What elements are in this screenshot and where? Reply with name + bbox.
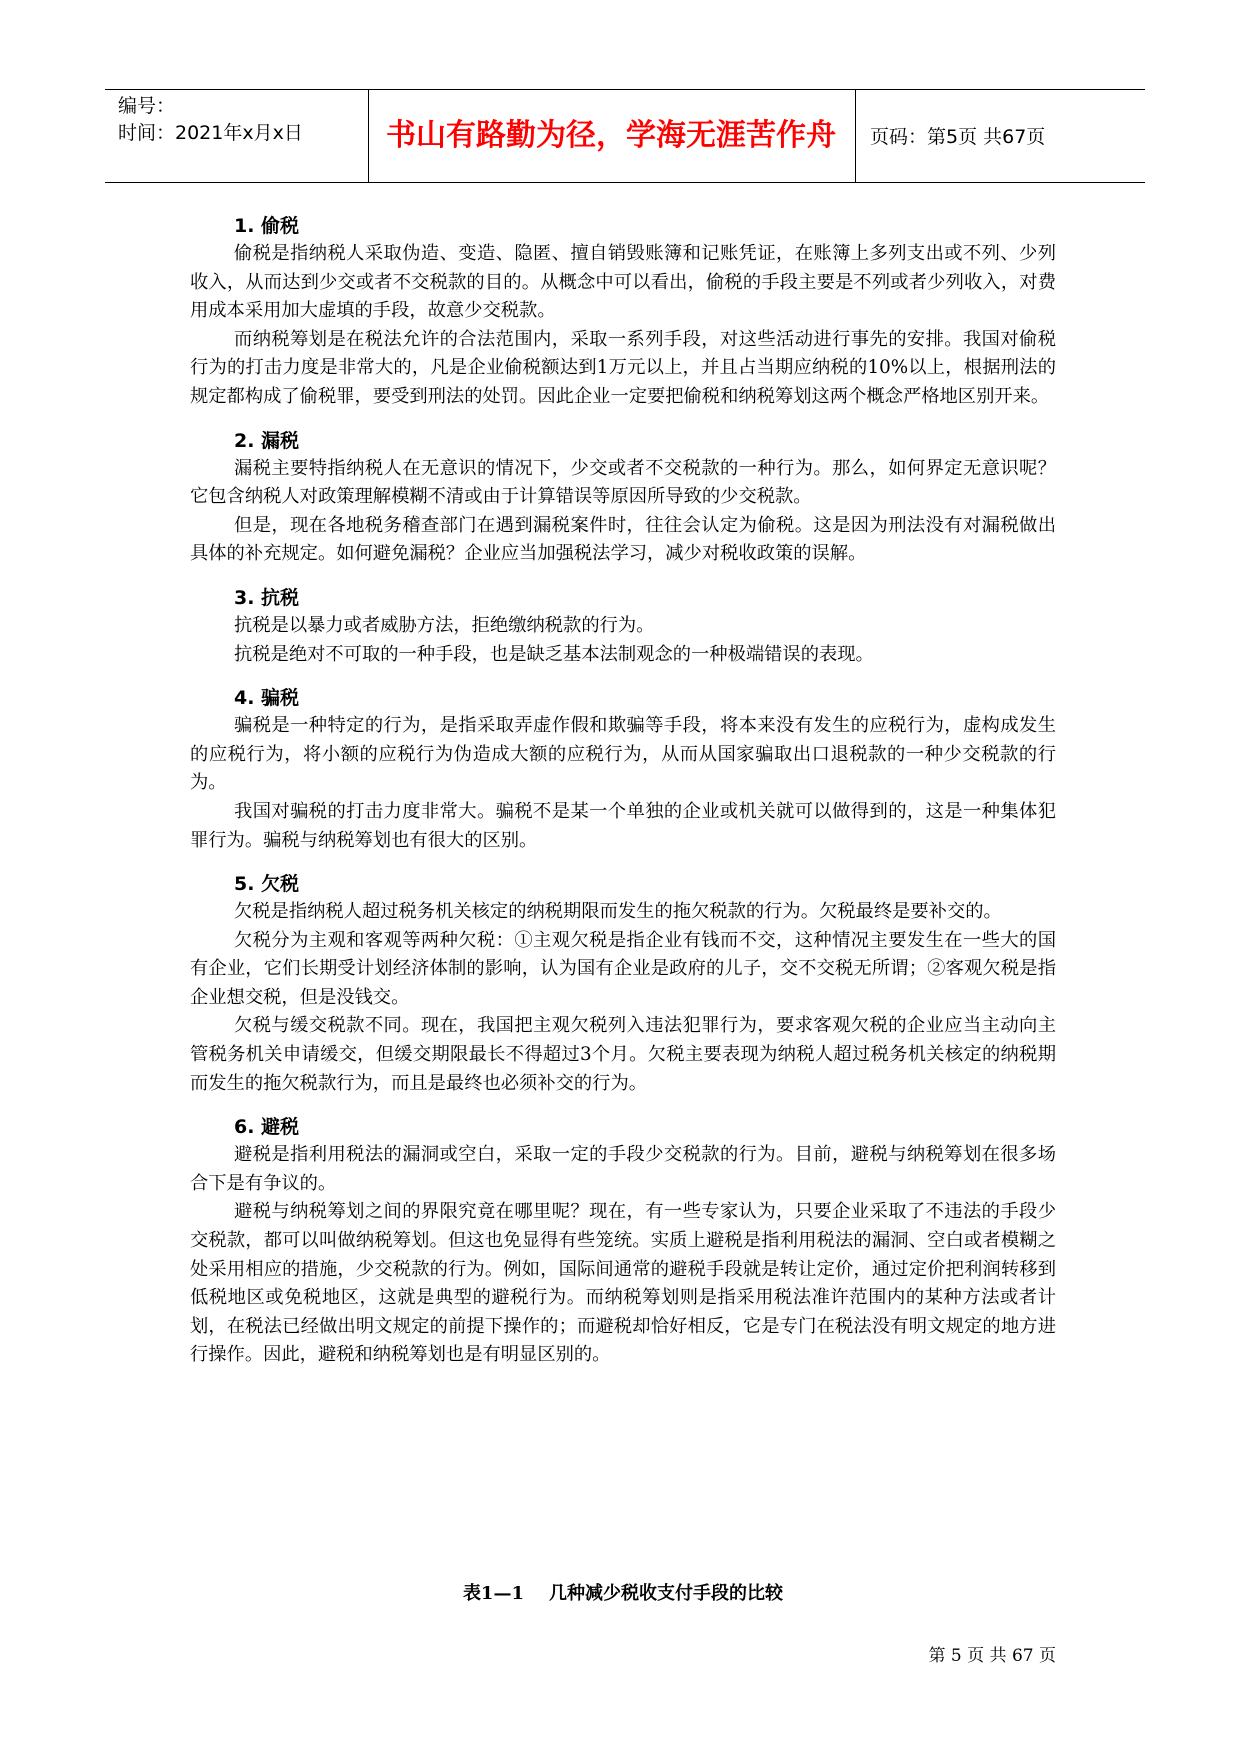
- section-title: 6. 避税: [234, 1116, 300, 1139]
- header-divider-right: [855, 89, 856, 183]
- paragraph: 避税是指利用税法的漏洞或空白，采取一定的手段少交税款的行为。目前，避税与纳税筹划在很多场合下是有争议的。: [190, 1144, 1056, 1194]
- section-tax-resistance: [190, 584, 1056, 669]
- table-caption: 表1—1 几种减少税收支付手段的比较: [462, 1583, 784, 1604]
- page-number-label: 页码：第5页 共67页: [870, 126, 1046, 148]
- paragraph: 欠税是指纳税人超过税务机关核定的纳税期限而发生的拖欠税款的行为。欠税最终是要补交的。: [234, 901, 1002, 923]
- section-title: 5. 欠税: [234, 873, 300, 896]
- paragraph: 骗税是一种特定的行为，是指采取弄虚作假和欺骗等手段，将本来没有发生的应税行为，虚构成发生的应税行为，将小额的应税行为伪造成大额的应税行为，从而从国家骗取出口退税款的一种少交税款的行为。: [190, 715, 1056, 794]
- header-motto: 书山有路勤为径，学海无涯苦作舟: [386, 118, 836, 153]
- section-title: 4. 骗税: [234, 687, 300, 710]
- header-bottom-border: [105, 182, 1145, 183]
- section-tax-avoidance: [190, 1113, 1056, 1370]
- document-number-label: 编号：: [118, 95, 176, 117]
- paragraph: 但是，现在各地税务稽查部门在遇到漏税案件时，往往会认定为偷税。这是因为刑法没有对漏税做出具体的补充规定。如何避免漏税？企业应当加强税法学习，减少对税收政策的误解。: [190, 514, 1056, 565]
- paragraph: 偷税是指纳税人采取伪造、变造、隐匿、擅自销毁账簿和记账凭证，在账簿上多列支出或不列、少列收入，从而达到少交或者不交税款的目的。从概念中可以看出，偷税的手段主要是不列或者少列收入，对费用成本采用加大虚填的手段，故意少交税款。: [190, 243, 1056, 322]
- paragraph: 欠税与缓交税款不同。现在，我国把主观欠税列入违法犯罪行为，要求客观欠税的企业应当主动向主管税务机关申请缓交，但缓交期限最长不得超过3个月。欠税主要表现为纳税人超过税务机关核定的纳税期而发生的拖欠税款行为，而且是最终也必须补交的行为。: [190, 1015, 1056, 1094]
- section-tax-arrears: [190, 870, 1056, 1098]
- document-body: [190, 212, 1056, 1385]
- paragraph: 欠税分为主观和客观等两种欠税：①主观欠税是指企业有钱而不交，这种情况主要发生在一些大的国有企业，它们长期受计划经济体制的影响，认为国有企业是政府的儿子，交不交税无所谓；②客观欠税是指企业想交税，但是没钱交。: [190, 929, 1056, 1008]
- section-tax-omission: [190, 427, 1056, 569]
- section-title: 3. 抗税: [234, 586, 300, 609]
- section-tax-fraud: [190, 684, 1056, 855]
- header-divider-left: [368, 89, 369, 183]
- header-top-border: [105, 89, 1145, 90]
- paragraph: 我国对骗税的打击力度非常大。骗税不是某一个单独的企业或机关就可以做得到的，这是一种集体犯罪行为。骗税与纳税筹划也有很大的区别。: [190, 800, 1056, 851]
- document-time-label: 时间：2021年x月x日: [118, 122, 303, 144]
- section-title: 2. 漏税: [234, 429, 300, 452]
- paragraph: 抗税是以暴力或者威胁方法，拒绝缴纳税款的行为。: [234, 614, 655, 636]
- paragraph: 而纳税筹划是在税法允许的合法范围内，采取一系列手段，对这些活动进行事先的安排。我国对偷税行为的打击力度是非常大的，凡是企业偷税额达到1万元以上，并且占当期应纳税的10%以上，根据刑法的规定都构成了偷税罪，要受到刑法的处罚。因此企业一定要把偷税和纳税筹划这两个概念严格地区别开来。: [190, 328, 1056, 407]
- page-footer: 第 5 页 共 67 页: [928, 1646, 1056, 1666]
- section-tax-evasion: [190, 212, 1056, 412]
- paragraph: 漏税主要特指纳税人在无意识的情况下，少交或者不交税款的一种行为。那么，如何界定无意识呢？它包含纳税人对政策理解模糊不清或由于计算错误等原因所导致的少交税款。: [190, 457, 1056, 508]
- paragraph: 抗税是绝对不可取的一种手段，也是缺乏基本法制观念的一种极端错误的表现。: [234, 643, 874, 665]
- section-title: 1. 偷税: [234, 215, 300, 237]
- paragraph: 避税与纳税筹划之间的界限究竟在哪里呢？现在，有一些专家认为，只要企业采取了不违法的手段少交税款，都可以叫做纳税筹划。但这也免显得有些笼统。实质上避税是指利用税法的漏洞、空白或者模糊之处采用相应的措施，少交税款的行为。例如，国际间通常的避税手段就是转让定价，通过定价把利润转移到低税地区或免税地区，这就是典型的避税行为。而纳税筹划则是指采用税法准许范围内的某种方法或者计划，在税法已经做出明文规定的前提下操作的；而避税却恰好相反，它是专门在税法没有明文规定的地方进行操作。因此，避税和纳税筹划也是有明显区别的。: [190, 1201, 1056, 1366]
